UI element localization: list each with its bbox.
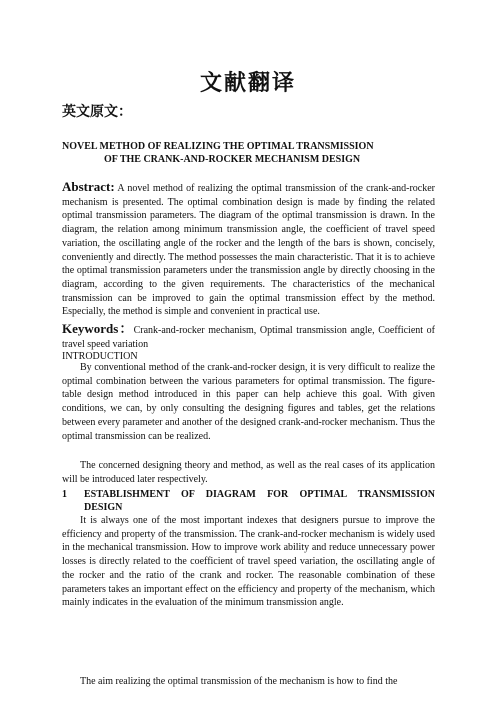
abstract-label: Abstract: xyxy=(62,179,115,194)
paper-title-line-2: OF THE CRANK-AND-ROCKER MECHANISM DESIGN xyxy=(104,154,361,165)
document-title: 文献翻译 xyxy=(199,71,296,96)
section-1-paragraph-1: It is always one of the most important indexes that designers pursue to improve the efficiency and property of the transmission. The crank-and-rocker mechanism is widely used in the mechanical transmission. How to improve work ability and reduce unnecessary power losses is directly related to the coefficient of travel speed variation, the oscillating angle of the rocker and the ratio of the crank and rocker. The reasonable combination of these parameters takes an important effect on the efficiency and property of the mechanism, which mainly indicates in the evaluation of the minimum transmission angle. xyxy=(62,515,435,609)
abstract-text: A novel method of realizing the optimal transmission of the crank-and-rocker mechanism is presented. The optimal combination design is made by finding the related optimal transmission parameters. The diagram of the optimal transmission is drawn. In the diagram, the relation among minimum transmission angle, the coefficient of travel speed variation, the oscillating angle of the rocker and the length of the bars is shown, concisely, conveniently and directly. The method possesses the main characteristic. That it is to achieve the optimal transmission parameters under the transmission angle by directly choosing in the diagram, according to the given requirements. The characteristics of the mechanical transmission can be improved to gain the optimal transmission effect by the method. Especially, the method is simple and convenient in practical use. xyxy=(62,183,435,318)
section-1-paragraph-2: The aim realizing the optimal transmission of the mechanism is how to find the xyxy=(80,676,398,687)
keywords-text: Crank-and-rocker mechanism, Optimal transmission angle, Coefficient of travel speed variation xyxy=(62,325,435,350)
section-1-heading-line-1: ESTABLISHMENT OF DIAGRAM FOR OPTIMAL TRANSMISSION xyxy=(84,489,435,500)
keywords-paragraph xyxy=(62,322,435,352)
keywords-label: Keywords： xyxy=(62,321,134,336)
original-text-heading: 英文原文： xyxy=(62,104,132,120)
paper-title-line-1: NOVEL METHOD OF REALIZING THE OPTIMAL TRANSMISSION xyxy=(62,141,374,152)
section-1-heading-line-2: DESIGN xyxy=(84,502,123,513)
section-1-number: 1 xyxy=(62,489,67,500)
abstract-paragraph xyxy=(62,180,435,319)
introduction-paragraph-2: The concerned designing theory and method, as well as the real cases of its application will be introduced later respectively. xyxy=(62,460,435,485)
introduction-paragraph-1: By conventional method of the crank-and-rocker design, it is very difficult to realize the optimal combination between the various parameters for optimal transmission. The figure-table design method introduced in this paper can help achieve this goal. With given conditions, we can, by only consulting the designing figures and tables, get the relations between every parameter and another of the designed crank-and-rocker mechanism. Thus the optimal transmission can be realized. xyxy=(62,362,435,442)
section-1-heading xyxy=(62,488,435,514)
introduction-heading: INTRODUCTION xyxy=(62,351,138,362)
